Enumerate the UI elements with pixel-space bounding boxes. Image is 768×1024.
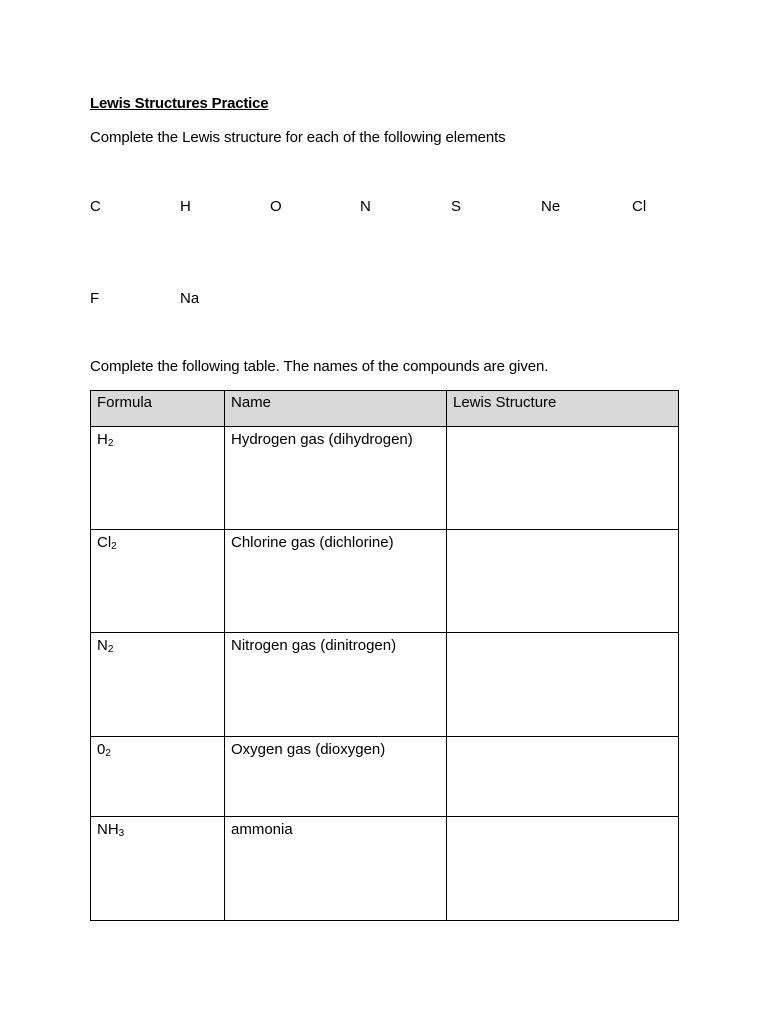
name-cell: ammonia: [225, 817, 447, 921]
formula-cell: [91, 817, 225, 921]
name-cell: Chlorine gas (dichlorine): [225, 530, 447, 633]
formula-cell: [91, 530, 225, 633]
formula-subscript: 3: [118, 828, 125, 839]
formula-base: NH: [97, 821, 119, 838]
element-o: O: [270, 198, 282, 215]
table-instruction: Complete the following table. The names of the compounds are given.: [90, 358, 549, 375]
formula-base: N: [97, 637, 108, 654]
header-name: Name: [225, 391, 447, 427]
element-h: H: [180, 198, 191, 215]
element-n: N: [360, 198, 371, 215]
table-row: [91, 530, 679, 633]
formula-cell: [91, 427, 225, 530]
lewis-structure-cell[interactable]: [447, 633, 679, 737]
formula-subscript: 2: [105, 748, 111, 759]
formula-subscript: 2: [111, 541, 117, 552]
name-cell: Nitrogen gas (dinitrogen): [225, 633, 447, 737]
formula-base: H: [97, 431, 108, 448]
element-f: F: [90, 290, 100, 307]
lewis-structure-cell[interactable]: [447, 427, 679, 530]
element-c: C: [90, 198, 101, 215]
table-header-row: [91, 391, 679, 427]
table-row: [91, 633, 679, 737]
formula-subscript: 2: [107, 438, 114, 449]
formula-cell: [91, 633, 225, 737]
table-row: [91, 817, 679, 921]
table-row: [91, 737, 679, 817]
lewis-structure-cell[interactable]: [447, 817, 679, 921]
element-na: Na: [180, 290, 200, 307]
header-lewis-structure: Lewis Structure: [447, 391, 679, 427]
element-cl: Cl: [632, 198, 647, 215]
page-title: Lewis Structures Practice: [90, 95, 269, 112]
element-ne: Ne: [541, 198, 561, 215]
elements-instruction: Complete the Lewis structure for each of the following elements: [90, 129, 506, 146]
element-s: S: [451, 198, 462, 215]
formula-cell: [91, 737, 225, 817]
lewis-structure-cell[interactable]: [447, 530, 679, 633]
table-row: [91, 427, 679, 530]
compounds-table: [90, 390, 679, 921]
formula-base: Cl: [97, 534, 112, 551]
formula-subscript: 2: [107, 644, 114, 655]
name-cell: Hydrogen gas (dihydrogen): [225, 427, 447, 530]
name-cell: Oxygen gas (dioxygen): [225, 737, 447, 817]
header-formula: Formula: [91, 391, 225, 427]
formula-base: 0: [97, 741, 106, 758]
lewis-structure-cell[interactable]: [447, 737, 679, 817]
